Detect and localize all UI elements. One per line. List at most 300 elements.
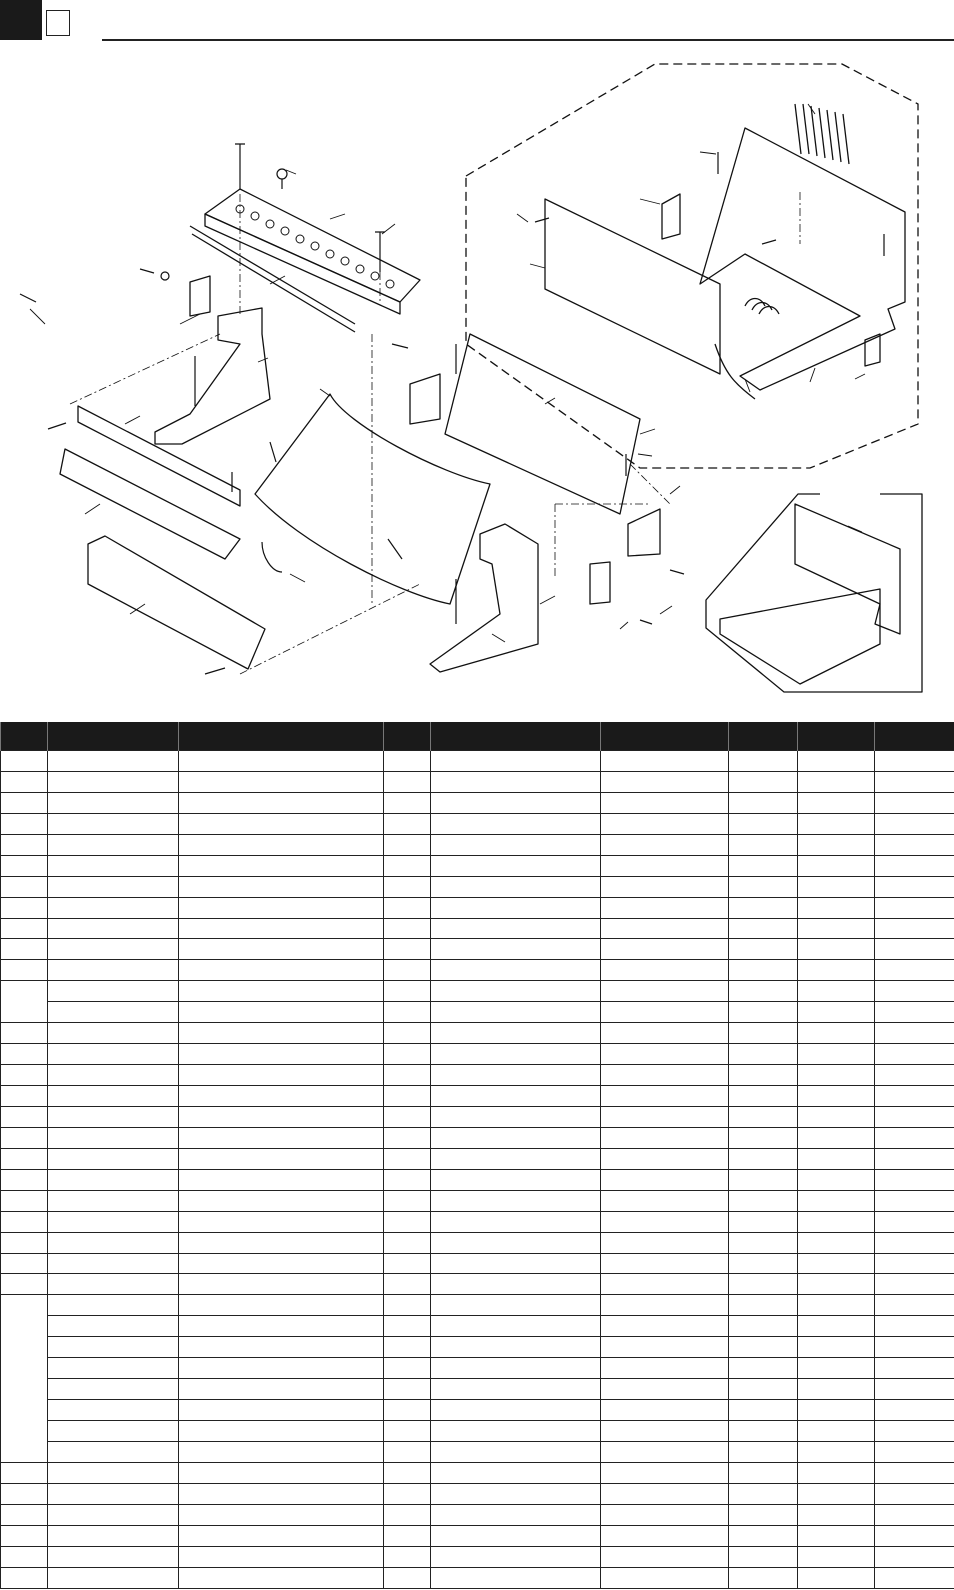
table-cell [875,1358,954,1379]
table-cell [798,1190,875,1211]
table-cell [48,1065,179,1086]
table-row [1,1086,954,1107]
table-cell [875,1002,954,1023]
table-row [1,751,954,772]
table-row [1,1525,954,1546]
table-cell [729,1379,798,1400]
table-cell [798,939,875,960]
section-box-icon [46,10,70,36]
table-cell [384,834,431,855]
table-row [1,1065,954,1086]
table-cell [875,1462,954,1483]
table-cell [875,918,954,939]
table-cell [798,1525,875,1546]
table-row [1,939,954,960]
inset-brackets [662,194,680,239]
table-cell [875,1316,954,1337]
table-cell [431,876,601,897]
table-cell [875,1253,954,1274]
table-cell [1,1169,48,1190]
table-cell [798,1148,875,1169]
table-cell [179,876,384,897]
table-cell [48,1106,179,1127]
table-cell [384,1127,431,1148]
column-header-6 [601,722,729,751]
exploded-parts-diagram [0,44,954,704]
table-cell [601,960,729,981]
table-cell [384,771,431,792]
table-row [1,1483,954,1504]
relay-block [60,449,240,559]
table-cell [601,1023,729,1044]
table-cell [48,792,179,813]
table-cell [601,1567,729,1588]
table-cell [179,1002,384,1023]
small-plate [590,562,610,604]
table-cell [798,751,875,772]
table-cell [875,1148,954,1169]
table-cell [798,1232,875,1253]
table-cell [179,1295,384,1316]
table-cell [1,1106,48,1127]
table-cell [48,1169,179,1190]
table-cell [729,813,798,834]
table-cell [798,1044,875,1065]
table-cell [729,939,798,960]
table-cell [431,1044,601,1065]
table-cell [798,1421,875,1442]
table-cell [601,1295,729,1316]
table-cell [179,1358,384,1379]
table-cell [601,1358,729,1379]
table-cell [48,1379,179,1400]
table-cell [875,771,954,792]
table-cell [601,981,729,1002]
table-cell [798,855,875,876]
table-cell [179,1462,384,1483]
table-cell [179,1483,384,1504]
table-cell [179,897,384,918]
table-cell [729,1127,798,1148]
table-cell [48,1358,179,1379]
table-cell [179,1169,384,1190]
table-cell [179,1190,384,1211]
table-cell [601,1002,729,1023]
table-cell [384,960,431,981]
table-cell [601,1274,729,1295]
table-cell [431,1002,601,1023]
table-cell [1,960,48,981]
bottom-cover [88,536,265,669]
table-cell [431,1567,601,1588]
table-cell [179,855,384,876]
table-cell [384,939,431,960]
table-cell [875,855,954,876]
table-cell [179,1337,384,1358]
table-cell [384,1065,431,1086]
table-cell [384,1441,431,1462]
table-cell [384,918,431,939]
table-cell [48,1483,179,1504]
table-cell [729,1316,798,1337]
table-cell [1,1462,48,1483]
table-row [1,792,954,813]
table-cell [798,834,875,855]
table-cell [48,960,179,981]
table-cell [1,1232,48,1253]
table-cell [601,1441,729,1462]
table-row [1,1190,954,1211]
table-cell [875,1295,954,1316]
table-header-row [1,722,954,751]
table-cell [729,834,798,855]
table-cell [48,1421,179,1442]
table-cell [601,1462,729,1483]
column-header-2 [48,722,179,751]
chapter-tab-icon [0,0,42,40]
table-cell [601,855,729,876]
table-cell [875,1379,954,1400]
table-cell [729,981,798,1002]
table-cell [179,1253,384,1274]
table-cell [729,792,798,813]
table-row [1,1546,954,1567]
table-cell [179,918,384,939]
table-cell [431,834,601,855]
table-cell [1,1504,48,1525]
fasteners [20,144,884,674]
table-cell [875,1065,954,1086]
table-cell [875,1044,954,1065]
table-cell [384,1316,431,1337]
table-cell [431,1483,601,1504]
table-cell [48,1274,179,1295]
table-cell [384,1274,431,1295]
table-cell [431,1546,601,1567]
table-cell [601,918,729,939]
table-cell [1,834,48,855]
table-cell [431,1379,601,1400]
table-cell [431,1023,601,1044]
table-cell [48,1253,179,1274]
table-cell [179,1421,384,1442]
table-cell [601,834,729,855]
table-cell [798,1337,875,1358]
table-cell [179,1567,384,1588]
column-header-5 [431,722,601,751]
table-cell [875,1274,954,1295]
inset-bracket [795,504,900,634]
table-cell [384,1106,431,1127]
table-cell [384,1421,431,1442]
table-cell [1,876,48,897]
right-support-bracket [430,524,538,672]
column-header-3 [179,722,384,751]
table-cell [729,1023,798,1044]
table-row [1,1295,954,1316]
table-cell [48,813,179,834]
table-cell [48,1316,179,1337]
table-cell [48,1190,179,1211]
table-cell [431,1086,601,1107]
table-cell [798,792,875,813]
table-cell [601,1316,729,1337]
table-cell [384,1504,431,1525]
table-cell [875,1169,954,1190]
center-sheet [255,394,490,604]
table-cell [875,981,954,1002]
table-cell [601,1211,729,1232]
table-row [1,1504,954,1525]
table-cell [48,1211,179,1232]
table-cell [798,1002,875,1023]
table-cell [875,751,954,772]
table-cell [431,1462,601,1483]
table-row [1,1106,954,1127]
table-cell [431,1148,601,1169]
table-cell [798,1065,875,1086]
table-cell [1,1065,48,1086]
table-cell [601,1127,729,1148]
table-cell [48,939,179,960]
table-cell [384,1190,431,1211]
table-cell [431,1525,601,1546]
table-cell [798,1211,875,1232]
column-header-4 [384,722,431,751]
table-cell [798,1316,875,1337]
table-cell [1,1211,48,1232]
table-cell [179,1044,384,1065]
table-cell [48,1546,179,1567]
table-cell [875,1086,954,1107]
table-cell [798,1023,875,1044]
table-cell [384,1169,431,1190]
table-cell [875,1504,954,1525]
table-cell [431,1295,601,1316]
table-cell [798,771,875,792]
table-cell [431,1232,601,1253]
table-cell [384,1379,431,1400]
table-cell [601,876,729,897]
table-cell [601,1483,729,1504]
table-cell [48,1086,179,1107]
table-cell [875,1023,954,1044]
table-cell [798,1462,875,1483]
leader-lines [70,192,800,674]
table-cell [384,1086,431,1107]
table-cell [875,1525,954,1546]
table-cell [384,1483,431,1504]
table-cell [384,981,431,1002]
table-cell [875,1337,954,1358]
table-cell [798,1546,875,1567]
table-row [1,1379,954,1400]
table-cell [729,960,798,981]
table-cell [384,1232,431,1253]
table-cell [875,792,954,813]
table-cell [875,1567,954,1588]
table-cell [875,1421,954,1442]
table-cell [48,1023,179,1044]
table-cell [1,1525,48,1546]
table-row [1,1358,954,1379]
table-cell [601,1190,729,1211]
table-cell [1,1023,48,1044]
table-cell [431,1274,601,1295]
table-cell [729,1295,798,1316]
table-cell [384,1211,431,1232]
table-cell [179,771,384,792]
table-cell [384,1462,431,1483]
table-cell [875,1400,954,1421]
table-cell [179,813,384,834]
table-cell [179,1316,384,1337]
table-cell [729,1190,798,1211]
table-cell [875,1483,954,1504]
table-cell [179,1086,384,1107]
table-cell [179,834,384,855]
table-cell [729,1232,798,1253]
table-cell [48,771,179,792]
table-cell [384,1295,431,1316]
table-cell [601,1148,729,1169]
table-cell [179,1148,384,1169]
column-header-8 [798,722,875,751]
table-cell [875,1106,954,1127]
table-row [1,1023,954,1044]
table-cell [431,1253,601,1274]
table-row [1,855,954,876]
table-cell [48,1441,179,1462]
table-cell [179,1023,384,1044]
table-cell [729,1148,798,1169]
table-cell [601,1546,729,1567]
table-cell [179,981,384,1002]
column-header-1 [1,722,48,751]
table-cell [431,1316,601,1337]
table-cell [431,1441,601,1462]
table-cell [48,876,179,897]
table-cell [431,792,601,813]
table-cell [798,1169,875,1190]
table-cell [48,1337,179,1358]
table-cell [1,1086,48,1107]
table-row [1,897,954,918]
table-cell [798,918,875,939]
table-cell [431,1358,601,1379]
table-cell [179,960,384,981]
table-cell [798,1274,875,1295]
table-cell [48,1295,179,1316]
table-cell [179,1546,384,1567]
table-cell [1,771,48,792]
table-cell [601,1379,729,1400]
table-cell [431,855,601,876]
table-cell [798,813,875,834]
table-cell [729,1044,798,1065]
table-cell [1,1190,48,1211]
table-cell [179,1379,384,1400]
table-cell [601,1525,729,1546]
left-rail [78,406,240,506]
inset-panel [545,199,720,374]
table-cell [384,813,431,834]
table-cell [1,981,48,1023]
table-cell [1,897,48,918]
table-cell [179,1065,384,1086]
inset-tray [700,128,905,390]
table-cell [179,1232,384,1253]
table-cell [601,897,729,918]
table-cell [179,1504,384,1525]
table-cell [179,792,384,813]
table-cell [875,939,954,960]
table-cell [179,1274,384,1295]
parts-list-table [0,722,954,1589]
table-cell [384,1525,431,1546]
inset-frame-dashed [466,64,918,468]
table-cell [798,1567,875,1588]
table-cell [601,1169,729,1190]
table-row [1,981,954,1002]
table-cell [431,1211,601,1232]
table-cell [48,918,179,939]
table-cell [48,834,179,855]
table-row [1,1127,954,1148]
column-header-7 [729,722,798,751]
table-cell [48,855,179,876]
table-cell [601,771,729,792]
table-cell [875,1190,954,1211]
table-cell [431,1106,601,1127]
table-cell [431,1421,601,1442]
table-cell [1,792,48,813]
table-cell [875,1232,954,1253]
table-cell [384,792,431,813]
table-cell [729,1400,798,1421]
table-cell [48,1127,179,1148]
table-cell [798,897,875,918]
table-cell [798,1086,875,1107]
table-row [1,1400,954,1421]
table-cell [729,771,798,792]
table-cell [729,1567,798,1588]
left-support-bracket [155,308,270,444]
table-cell [431,1169,601,1190]
table-cell [179,751,384,772]
table-cell [179,1106,384,1127]
table-cell [48,1002,179,1023]
table-row [1,1044,954,1065]
table-cell [729,1169,798,1190]
table-cell [798,1358,875,1379]
table-cell [729,1421,798,1442]
table-cell [384,897,431,918]
table-cell [729,918,798,939]
table-cell [729,855,798,876]
table-cell [384,1002,431,1023]
table-row [1,813,954,834]
table-cell [601,813,729,834]
table-row [1,876,954,897]
table-cell [1,1274,48,1295]
table-cell [798,1504,875,1525]
table-cell [48,981,179,1002]
table-cell [431,751,601,772]
table-row [1,1253,954,1274]
table-cell [1,813,48,834]
table-cell [179,1211,384,1232]
